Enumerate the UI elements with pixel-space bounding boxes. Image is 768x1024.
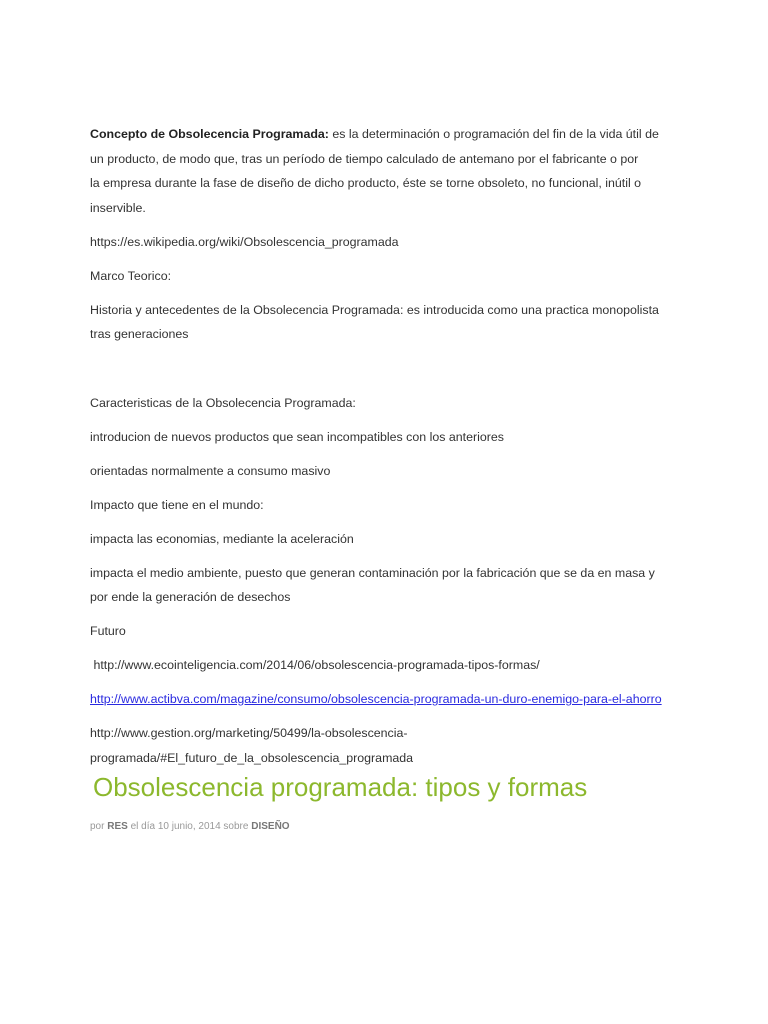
caracteristicas-heading: Caracteristicas de la Obsolecencia Programada: bbox=[90, 395, 356, 410]
historia-line-1: Historia y antecedentes de la Obsolecencia Programada: es introducida como una practica monopolista bbox=[90, 302, 659, 317]
gestion-url-line-1: http://www.gestion.org/marketing/50499/la-obsolescencia- bbox=[90, 726, 408, 740]
document-body bbox=[90, 122, 690, 780]
caracteristicas-paragraph bbox=[90, 391, 690, 416]
link3-paragraph bbox=[90, 721, 690, 770]
futuro-heading: Futuro bbox=[90, 624, 126, 638]
intro-line-1 bbox=[90, 122, 690, 147]
historia-line-2: tras generaciones bbox=[90, 327, 189, 341]
actibva-link[interactable]: http://www.actibva.com/magazine/consumo/obsolescencia-programada-un-duro-enemigo-para-el-ahorro bbox=[90, 692, 662, 706]
intro-bold-label: Concepto de Obsolecencia Programada: bbox=[90, 127, 329, 141]
marco-paragraph bbox=[90, 264, 690, 289]
link1-paragraph bbox=[90, 653, 690, 678]
intro-line-2: un producto, de modo que, tras un período de tiempo calculado de antemano por el fabricante o por bbox=[90, 151, 639, 166]
intro-line-1-text: es la determinación o programación del fin de la vida útil de bbox=[328, 127, 659, 141]
impacto-heading-paragraph bbox=[90, 493, 690, 518]
impacto-item-2-line-2: por ende la generación de desechos bbox=[90, 590, 291, 604]
wiki-url-paragraph bbox=[90, 230, 690, 255]
historia-paragraph bbox=[90, 298, 690, 347]
caracteristica-item-1: introducion de nuevos productos que sean incompatibles con los anteriores bbox=[90, 429, 504, 444]
impacto1-paragraph bbox=[90, 527, 690, 552]
impacto2-paragraph bbox=[90, 561, 690, 610]
item2-paragraph bbox=[90, 459, 690, 484]
meta-date: el día 10 junio, 2014 sobre bbox=[127, 821, 252, 832]
link2-paragraph bbox=[90, 687, 690, 712]
meta-author[interactable]: RES bbox=[107, 821, 128, 832]
intro-line-4: inservible. bbox=[90, 200, 146, 215]
wiki-url-text: https://es.wikipedia.org/wiki/Obsolescencia_programada bbox=[90, 234, 399, 249]
ecointeligencia-url-text: http://www.ecointeligencia.com/2014/06/obsolescencia-programada-tipos-formas/ bbox=[90, 658, 540, 672]
intro-paragraph bbox=[90, 122, 690, 220]
impacto-item-2-line-1: impacta el medio ambiente, puesto que generan contaminación por la fabricación que se da en masa y bbox=[90, 565, 655, 580]
meta-por: por bbox=[90, 821, 108, 832]
gestion-url-line-2: programada/#El_futuro_de_la_obsolescencia_programada bbox=[90, 750, 414, 765]
caracteristica-item-2: orientadas normalmente a consumo masivo bbox=[90, 463, 331, 478]
meta-category[interactable]: DISEÑO bbox=[251, 821, 290, 832]
marco-teorico-text: Marco Teorico: bbox=[90, 268, 172, 283]
article-meta bbox=[90, 821, 290, 832]
futuro-paragraph bbox=[90, 619, 690, 644]
actibva-link-line bbox=[90, 687, 690, 712]
article-title: Obsolescencia programada: tipos y formas bbox=[93, 772, 588, 802]
impacto-heading: Impacto que tiene en el mundo: bbox=[90, 497, 264, 512]
item1-paragraph bbox=[90, 425, 690, 450]
intro-line-3: la empresa durante la fase de diseño de dicho producto, éste se torne obsoleto, no funcional, inútil o bbox=[90, 176, 642, 190]
impacto-item-1: impacta las economias, mediante la aceleración bbox=[90, 531, 354, 546]
